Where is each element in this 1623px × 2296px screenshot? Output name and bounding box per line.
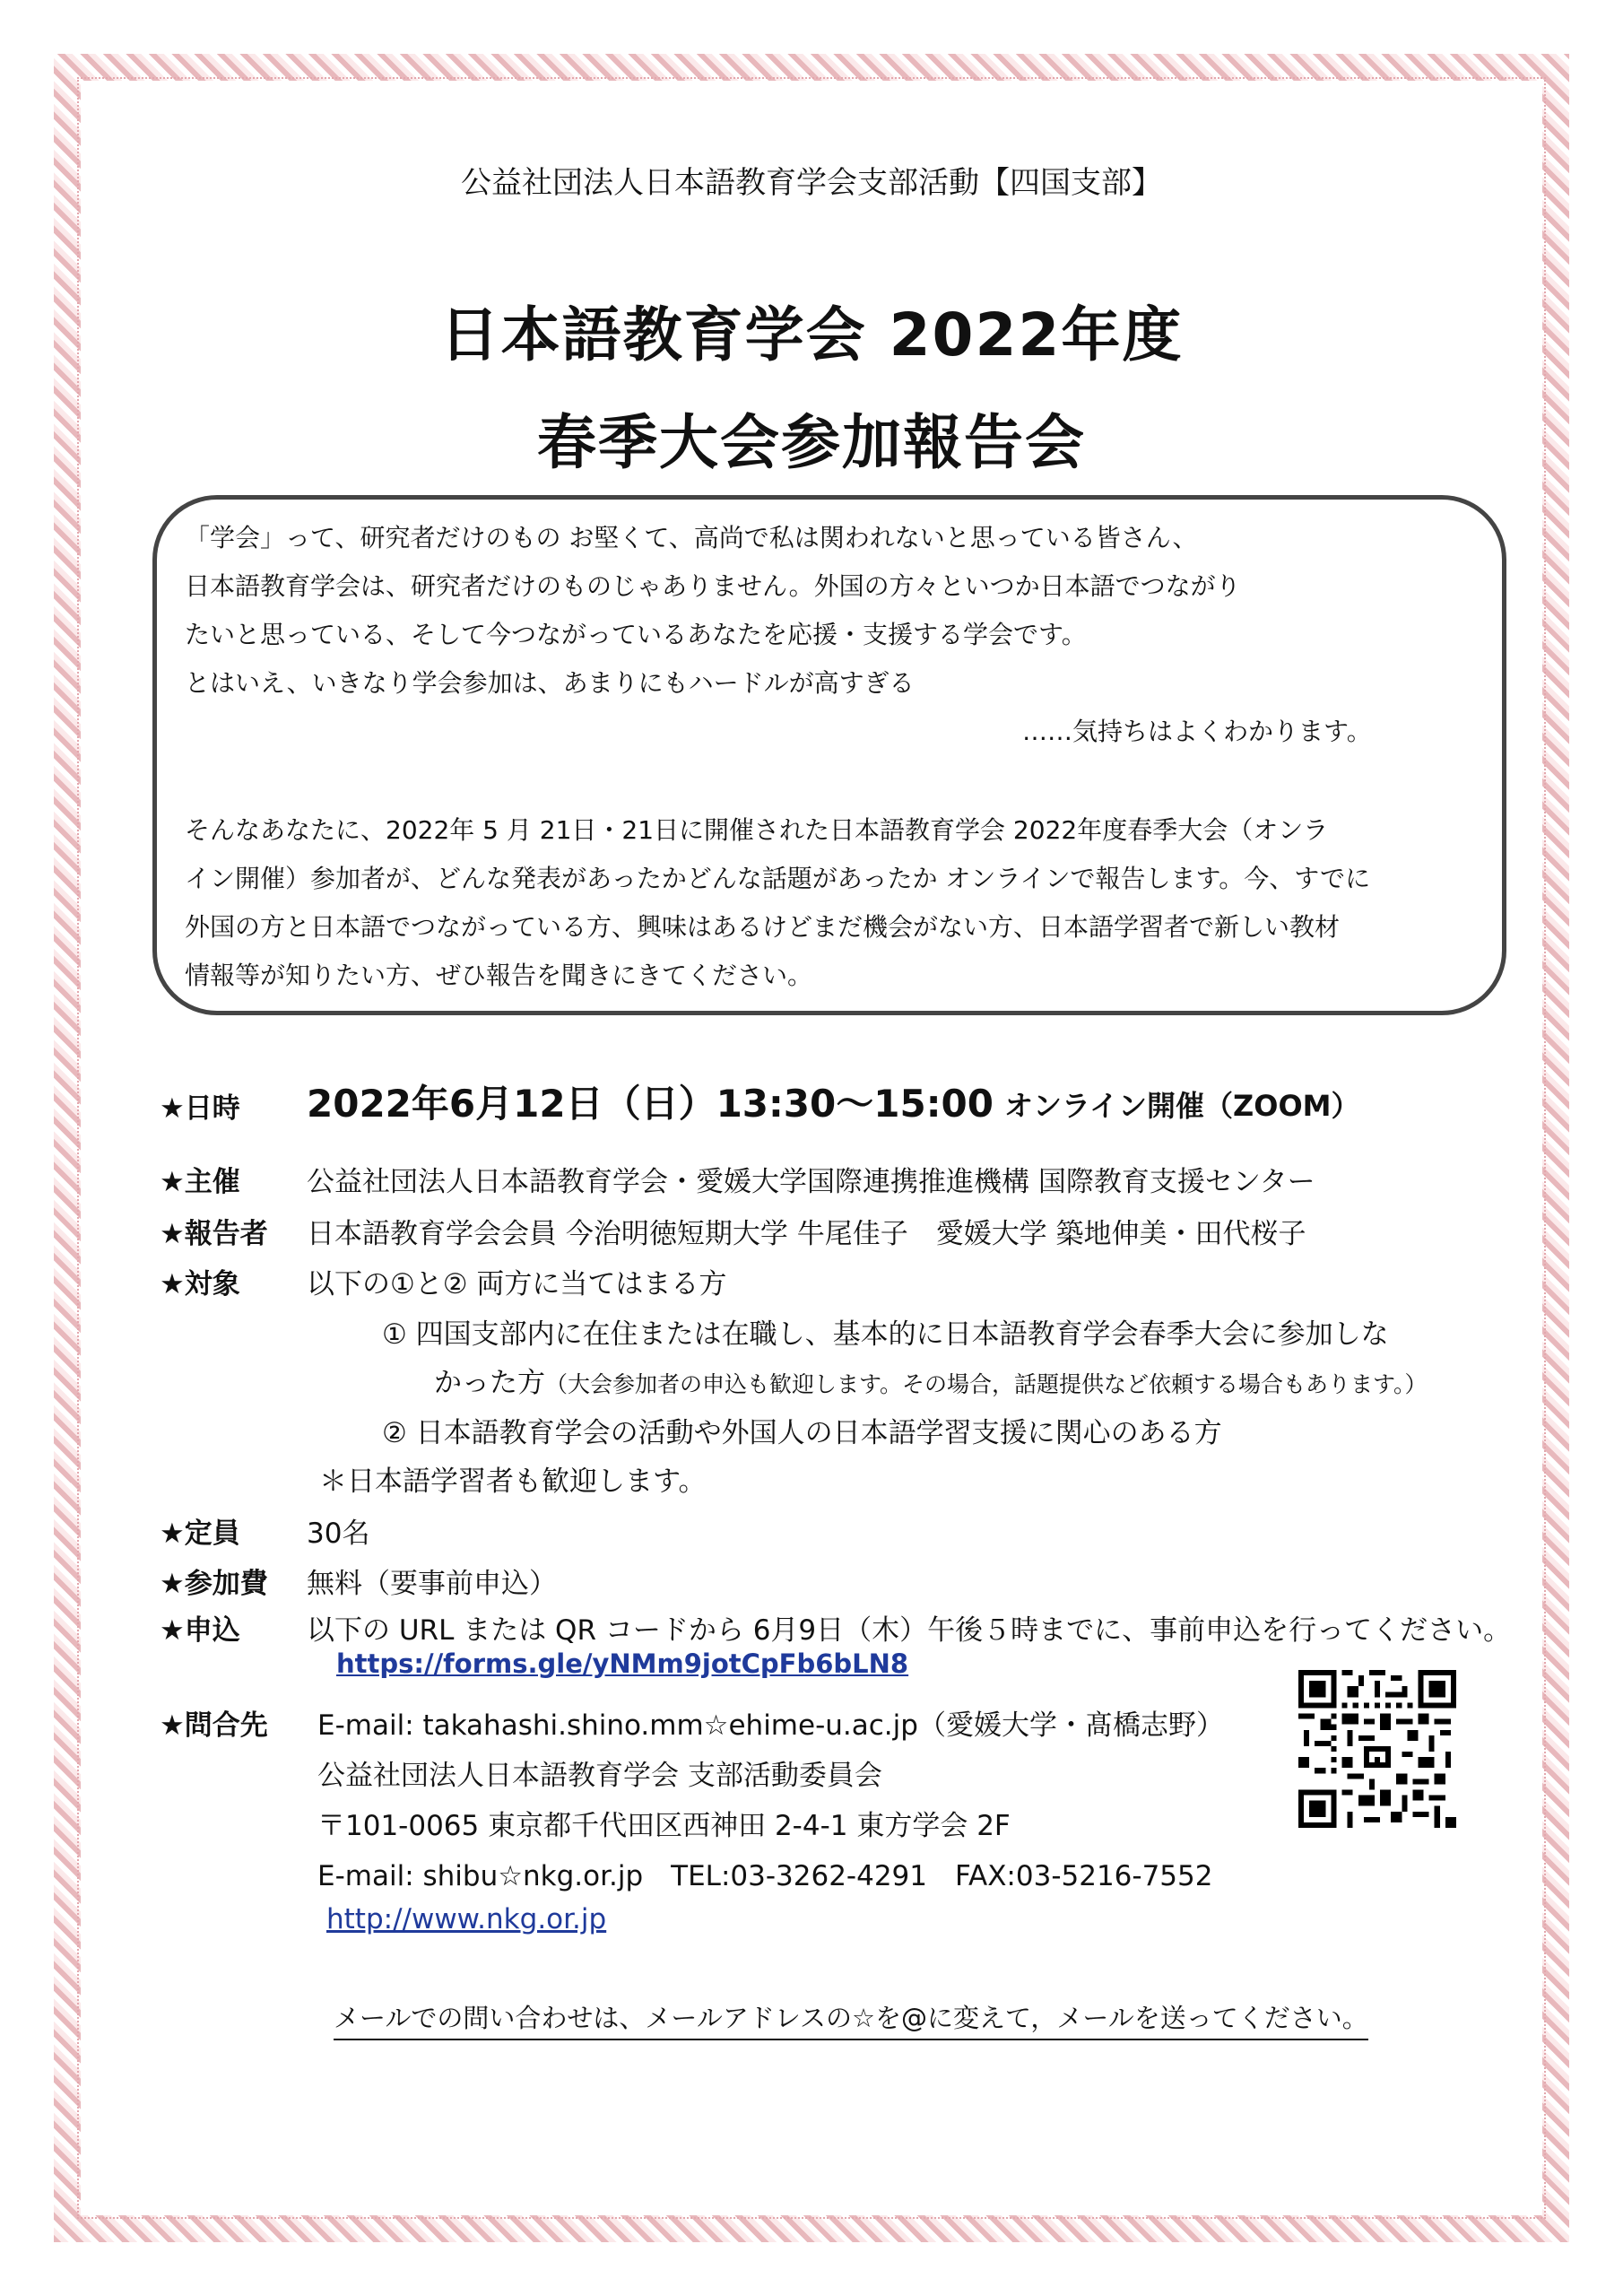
contact-website-link[interactable]: http://www.nkg.or.jp xyxy=(326,1903,607,1935)
intro-line: イン開催）参加者が、どんな発表があったかどんな話題があったか オンラインで報告します。今、すでに xyxy=(185,864,1371,893)
target-value: 以下の①と② 両方に当てはまる方 xyxy=(307,1268,727,1300)
apply-value: 以下の URL または QR コードから 6月9日（木）午後５時までに、事前申込を行ってください。 xyxy=(307,1614,1512,1647)
contact-org: 公益社団法人日本語教育学会 支部活動委員会 xyxy=(317,1760,882,1792)
contact-label: ★問合先 xyxy=(160,1709,268,1742)
apply-label: ★申込 xyxy=(160,1614,240,1647)
contact-email-2: E-mail: shibu☆nkg.or.jp TEL:03-3262-4291 FAX:03-5216-7552 xyxy=(317,1860,1213,1892)
contact-email-1: E-mail: takahashi.shino.mm☆ehime-u.ac.jp（愛媛大学・髙橋志野） xyxy=(317,1709,1224,1742)
host-label: ★主催 xyxy=(160,1166,240,1198)
target-item-1: ① 四国支部内に在住または在職し、基本的に日本語教育学会春季大会に参加しな xyxy=(382,1318,1389,1351)
intro-line: そんなあなたに、2022年 5 月 21日・21日に開催された日本語教育学会 2022年度春季大会（オンラ xyxy=(185,815,1329,845)
apply-link[interactable]: https://forms.gle/yNMm9jotCpFb6bLN8 xyxy=(336,1648,909,1679)
intro-line: 情報等が知りたい方、ぜひ報告を聞きにきてください。 xyxy=(185,961,813,990)
host-value: 公益社団法人日本語教育学会・愛媛大学国際連携推進機構 国際教育支援センター xyxy=(307,1166,1315,1198)
footer-note: メールでの問い合わせは、メールアドレスの☆を@に変えて，メールを送ってください。 xyxy=(334,1998,1368,2040)
target-item-1-cont-text: かった方 xyxy=(434,1367,545,1399)
page-title-line1: 日本語教育学会 2022年度 xyxy=(439,300,1184,370)
intro-line: たいと思っている、そして今つながっているあなたを応援・支援する学会です。 xyxy=(185,620,1087,649)
intro-line: 外国の方と日本語でつながっている方、興味はあるけどまだ機会がない方、日本語学習者で新しい教材 xyxy=(185,912,1341,942)
target-note: ＊日本語学習者も歓迎します。 xyxy=(319,1465,707,1498)
qr-code-icon[interactable] xyxy=(1298,1670,1456,1828)
target-item-2: ② 日本語教育学会の活動や外国人の日本語学習支援に関心のある方 xyxy=(382,1417,1222,1449)
online-format: オンライン開催（ZOOM） xyxy=(1004,1089,1360,1123)
capacity-value: 30名 xyxy=(307,1518,370,1550)
fee-label: ★参加費 xyxy=(160,1568,268,1600)
reporter-value: 日本語教育学会会員 今治明徳短期大学 牛尾佳子 愛媛大学 築地伸美・田代桜子 xyxy=(307,1218,1306,1250)
page-title-line2: 春季大会参加報告会 xyxy=(537,408,1086,477)
fee-value: 無料（要事前申込） xyxy=(307,1568,557,1600)
reporter-label: ★報告者 xyxy=(160,1218,268,1250)
intro-line: 日本語教育学会は、研究者だけのものじゃありません。外国の方々といつか日本語でつながり xyxy=(185,571,1241,601)
event-date: 2022年6月12日（日）13:30～15:00 xyxy=(307,1082,994,1126)
intro-line: ……気持ちはよくわかります。 xyxy=(1022,717,1372,746)
intro-line: とはいえ、いきなり学会参加は、あまりにもハードルが高すぎる xyxy=(185,668,915,698)
target-item-1-note: （大会参加者の申込も歓迎します。その場合，話題提供など依頼する場合もあります。） xyxy=(545,1371,1428,1397)
capacity-label: ★定員 xyxy=(160,1518,240,1550)
target-label: ★対象 xyxy=(160,1268,240,1300)
target-item-1-cont xyxy=(434,1360,1428,1400)
contact-address: 〒101-0065 東京都千代田区西神田 2-4-1 東方学会 2F xyxy=(317,1810,1011,1842)
organization-heading: 公益社団法人日本語教育学会支部活動【四国支部】 xyxy=(461,165,1162,201)
intro-line: 「学会」って、研究者だけのもの お堅くて、高尚で私は関われないと思っている皆さん、 xyxy=(185,523,1198,552)
date-label: ★日時 xyxy=(160,1092,240,1125)
